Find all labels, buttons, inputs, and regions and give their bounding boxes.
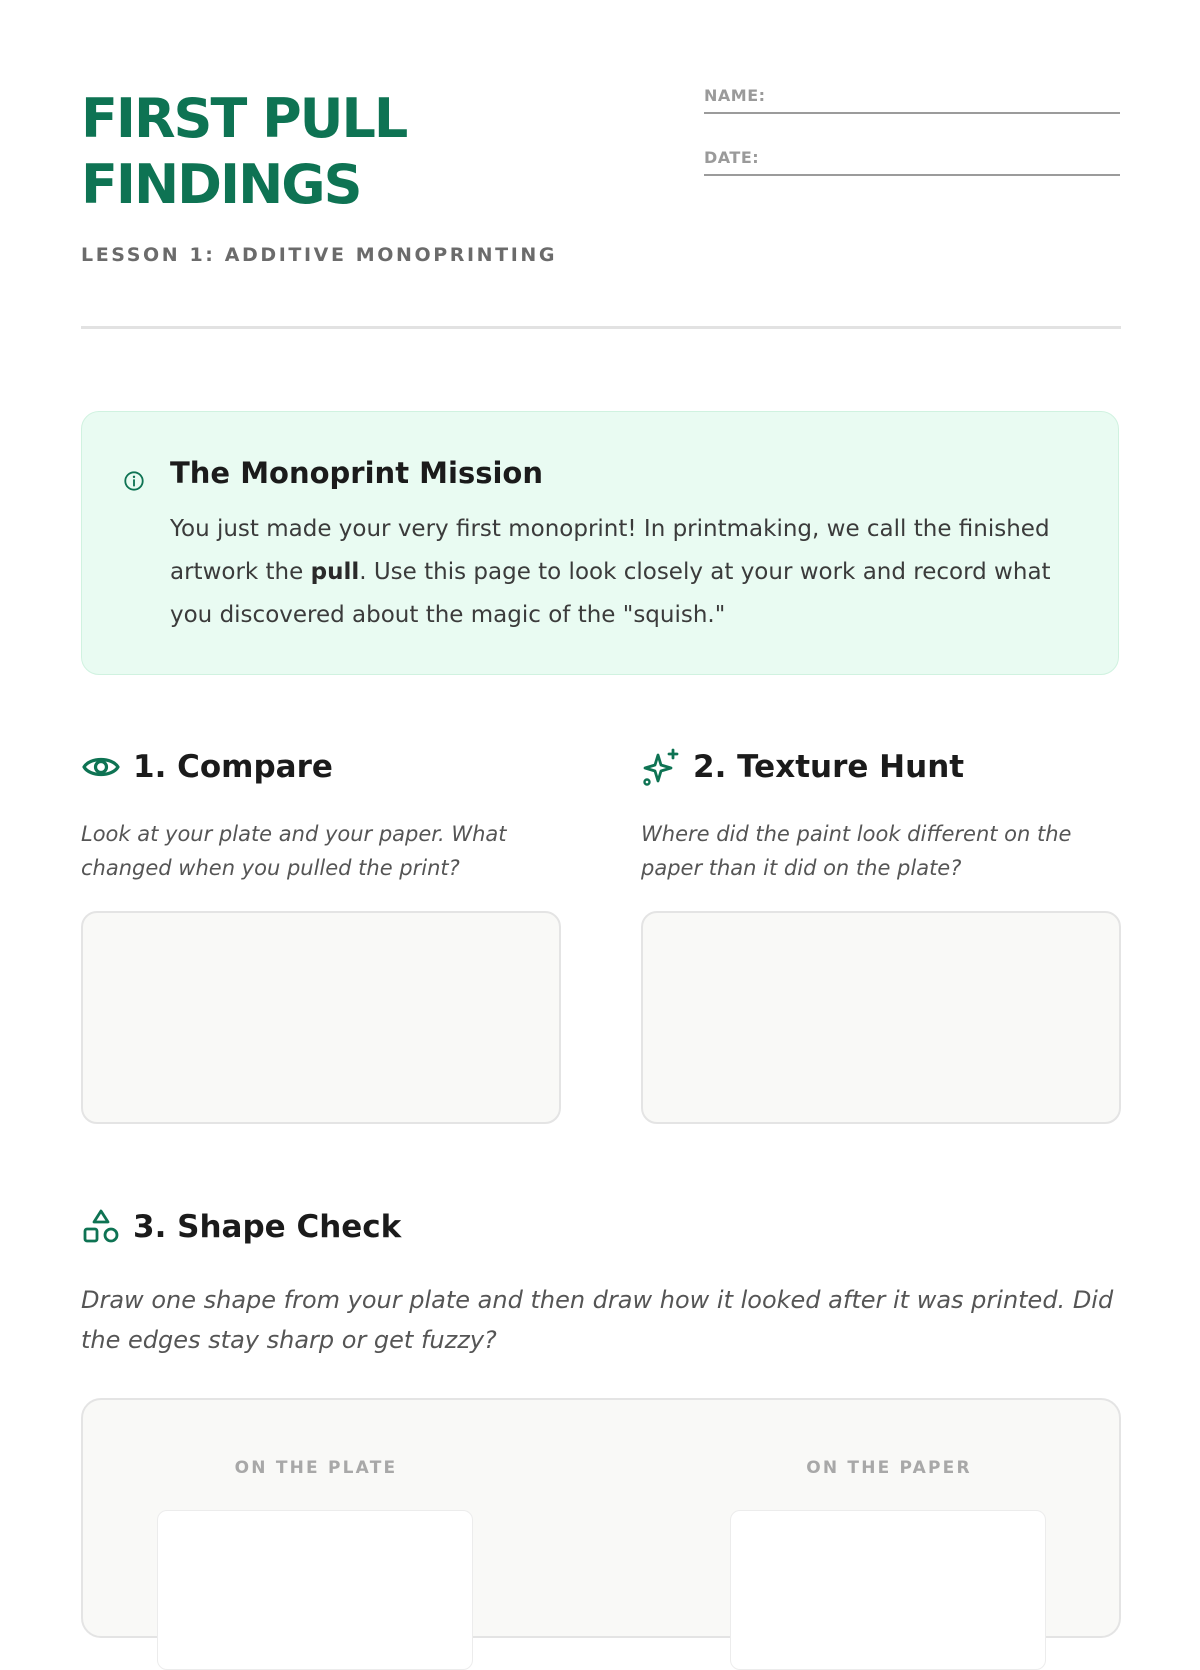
shape-title: 3. Shape Check bbox=[133, 1209, 402, 1245]
date-field[interactable] bbox=[704, 144, 1120, 176]
shapes-icon bbox=[81, 1207, 121, 1247]
plate-drawing-box[interactable] bbox=[157, 1510, 473, 1670]
name-field[interactable] bbox=[704, 82, 1120, 114]
name-label: NAME: bbox=[704, 86, 766, 105]
mission-title: The Monoprint Mission bbox=[170, 456, 543, 490]
sparkles-icon bbox=[641, 747, 681, 787]
plate-label: ON THE PLATE bbox=[234, 1458, 398, 1478]
paper-drawing-box[interactable] bbox=[730, 1510, 1046, 1670]
shape-drawing-panel bbox=[81, 1398, 1121, 1638]
texture-prompt: Where did the paint look different on the paper than it did on the plate? bbox=[641, 822, 1072, 880]
compare-answer-box[interactable] bbox=[81, 911, 561, 1124]
mission-callout bbox=[81, 411, 1119, 675]
compare-prompt: Look at your plate and your paper. What changed when you pulled the print? bbox=[81, 822, 507, 880]
texture-title: 2. Texture Hunt bbox=[693, 749, 965, 785]
shape-prompt: Draw one shape from your plate and then draw how it looked after it was printed. Did the edges stay sharp or get fuzzy? bbox=[81, 1286, 1114, 1354]
mission-text bbox=[170, 508, 1090, 637]
title-line-1: FIRST PULL bbox=[81, 87, 407, 150]
mission-text-part1: You just made your very first monoprint! In printmaking, we call the finished artwork the bbox=[170, 516, 1050, 585]
mission-text-bold: pull bbox=[310, 559, 360, 585]
shape-heading bbox=[81, 1207, 401, 1247]
texture-heading bbox=[641, 747, 964, 787]
compare-heading bbox=[81, 747, 333, 787]
eye-icon bbox=[81, 747, 121, 787]
info-icon bbox=[123, 470, 145, 492]
date-label: DATE: bbox=[704, 148, 760, 167]
paper-label: ON THE PAPER bbox=[806, 1458, 972, 1478]
lesson-subtitle: LESSON 1: ADDITIVE MONOPRINTING bbox=[81, 244, 558, 266]
header-divider bbox=[81, 326, 1121, 329]
page-title bbox=[81, 86, 541, 218]
mission-text-part2: . Use this page to look closely at your work and record what you discovered about the magic of the "squish." bbox=[170, 559, 1051, 628]
title-line-2: FINDINGS bbox=[81, 153, 361, 216]
texture-answer-box[interactable] bbox=[641, 911, 1121, 1124]
compare-title: 1. Compare bbox=[133, 749, 333, 785]
